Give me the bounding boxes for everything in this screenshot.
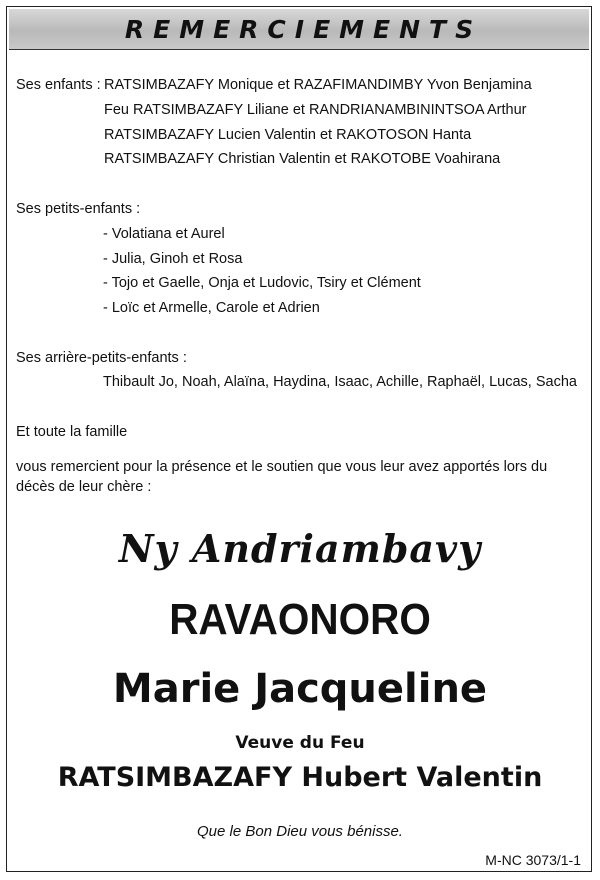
deceased-given-names: Marie Jacqueline [112,666,488,712]
husband-name: RATSIMBAZAFY Hubert Valentin [57,762,543,793]
deceased-surname: RAVAONORO [169,595,431,644]
enfants-label: Ses enfants : [16,77,101,93]
enfants-line-4: RATSIMBAZAFY Christian Valentin et RAKOTOBE Voahirana [104,151,501,167]
thanks-message: vous remercient pour la présence et le soutien que vous leur avez apportés lors du décès de leur chère : [16,459,548,495]
petits-enfants-label: Ses petits-enfants : [16,201,141,217]
petits-enfants-line-2: - Julia, Ginoh et Rosa [103,251,243,267]
title-banner [9,9,589,50]
petits-enfants-line-1: - Volatiana et Aurel [103,226,225,242]
blessing: Que le Bon Dieu vous bénisse. [197,823,403,840]
notice-frame [6,6,592,872]
deceased-prefix: Ny Andriambavy [118,526,482,571]
petits-enfants-line-3: - Tojo et Gaelle, Onja et Ludovic, Tsiry et Clément [103,275,421,291]
enfants-line-1: RATSIMBAZAFY Monique et RAZAFIMANDIMBY Yvon Benjamina [104,77,532,93]
banner-title: REMERCIEMENTS [124,14,483,44]
enfants-line-3: RATSIMBAZAFY Lucien Valentin et RAKOTOSON Hanta [104,127,472,143]
reference-code: M-NC 3073/1-1 [485,852,581,868]
widow-of-label: Veuve du Feu [235,733,365,753]
toute-la-famille: Et toute la famille [16,424,128,440]
petits-enfants-line-4: - Loïc et Armelle, Carole et Adrien [103,300,320,316]
arriere-petits-enfants-names: Thibault Jo, Noah, Alaïna, Haydina, Isaac, Achille, Raphaël, Lucas, Sacha [103,374,577,390]
arriere-petits-enfants-label: Ses arrière-petits-enfants : [16,350,187,366]
enfants-line-2: Feu RATSIMBAZAFY Liliane et RANDRIANAMBININTSOA Arthur [104,102,527,118]
